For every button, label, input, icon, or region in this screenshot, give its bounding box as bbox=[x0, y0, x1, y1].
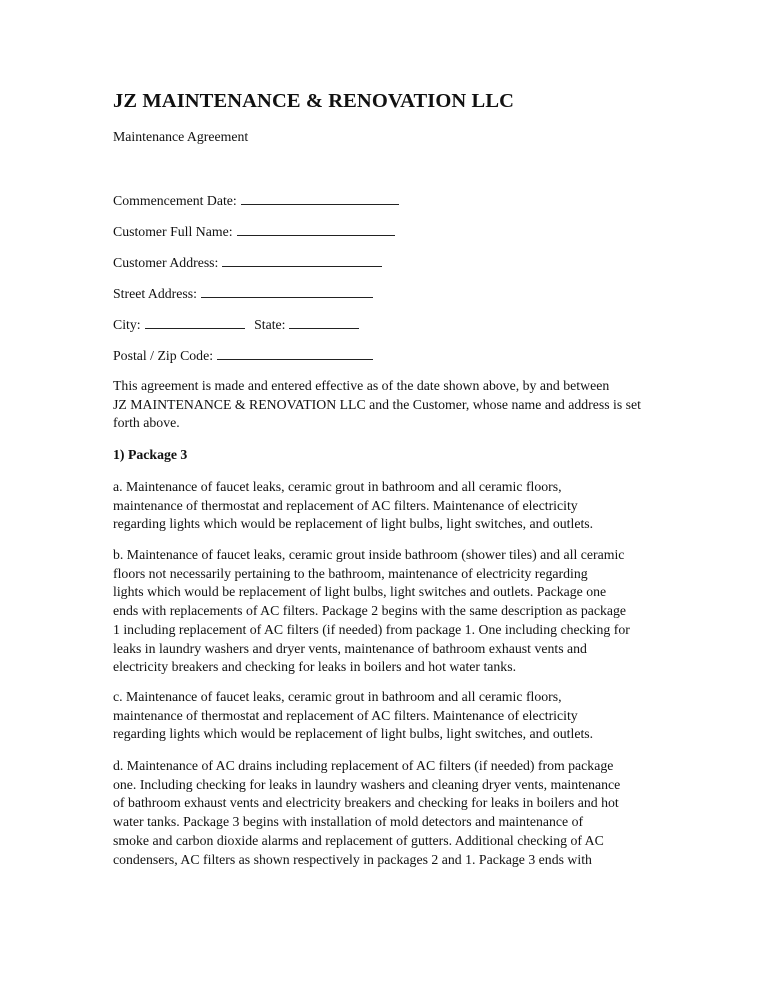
customer-address-label: Customer Address: bbox=[113, 255, 219, 270]
text-line: c. Maintenance of faucet leaks, ceramic grout in bathroom and all ceramic floors, bbox=[113, 689, 562, 704]
text-line: regarding lights which would be replacement of light bulbs, light switches, and outlets. bbox=[113, 726, 594, 742]
text-line: maintenance of thermostat and replacement of AC filters. Maintenance of electricity bbox=[113, 497, 578, 513]
city-state-field bbox=[113, 315, 359, 334]
customer-address-blank[interactable] bbox=[222, 253, 382, 267]
commencement-date-field bbox=[113, 191, 399, 210]
commencement-date-label: Commencement Date: bbox=[113, 193, 237, 208]
text-line: JZ MAINTENANCE & RENOVATION LLC and the Customer, whose name and address is set bbox=[113, 396, 641, 412]
text-line: water tanks. Package 3 begins with installation of mold detectors and maintenance of bbox=[113, 814, 584, 830]
postal-zip-field bbox=[113, 346, 373, 365]
postal-zip-blank[interactable] bbox=[217, 346, 373, 360]
intro-paragraph bbox=[113, 377, 673, 433]
text-line: one. Including checking for leaks in laundry washers and cleaning dryer vents, maintenance bbox=[113, 776, 621, 792]
commencement-date-blank[interactable] bbox=[241, 191, 399, 205]
street-address-field bbox=[113, 284, 373, 303]
text-line: a. Maintenance of faucet leaks, ceramic grout in bathroom and all ceramic floors, bbox=[113, 479, 562, 494]
customer-full-name-field bbox=[113, 222, 395, 241]
state-blank[interactable] bbox=[289, 315, 359, 329]
document-subtitle: Maintenance Agreement bbox=[113, 129, 249, 144]
text-line: This agreement is made and entered effective as of the date shown above, by and between bbox=[113, 378, 610, 393]
text-line: d. Maintenance of AC drains including replacement of AC filters (if needed) from package bbox=[113, 758, 614, 773]
text-line: of bathroom exhaust vents and electricity breakers and checking for leaks in boilers and hot bbox=[113, 795, 619, 811]
state-label: State: bbox=[254, 317, 286, 332]
text-line: regarding lights which would be replacement of light bulbs, light switches, and outlets. bbox=[113, 516, 594, 532]
customer-address-field bbox=[113, 253, 382, 272]
text-line: electricity breakers and checking for leaks in boilers and hot water tanks. bbox=[113, 659, 517, 675]
text-line: floors not necessarily pertaining to the bathroom, maintenance of electricity regarding bbox=[113, 565, 588, 581]
item-b-paragraph bbox=[113, 546, 673, 677]
section-heading: 1) Package 3 bbox=[113, 447, 188, 462]
text-line: maintenance of thermostat and replacement of AC filters. Maintenance of electricity bbox=[113, 707, 578, 723]
item-c-paragraph bbox=[113, 688, 673, 744]
postal-zip-label: Postal / Zip Code: bbox=[113, 348, 214, 363]
company-title: JZ MAINTENANCE & RENOVATION LLC bbox=[113, 90, 514, 112]
item-d-paragraph bbox=[113, 757, 673, 869]
text-line: b. Maintenance of faucet leaks, ceramic grout inside bathroom (shower tiles) and all ceramic bbox=[113, 547, 625, 562]
city-label: City: bbox=[113, 317, 141, 332]
text-line: forth above. bbox=[113, 415, 180, 431]
text-line: 1 including replacement of AC filters (if needed) from package 1. One including checking for bbox=[113, 621, 630, 637]
item-a-paragraph bbox=[113, 478, 673, 534]
customer-full-name-blank[interactable] bbox=[237, 222, 395, 236]
customer-full-name-label: Customer Full Name: bbox=[113, 224, 233, 239]
text-line: condensers, AC filters as shown respectively in packages 2 and 1. Package 3 ends with bbox=[113, 851, 592, 867]
text-line: leaks in laundry washers and dryer vents, maintenance of bathroom exhaust vents and bbox=[113, 640, 587, 656]
city-blank[interactable] bbox=[145, 315, 245, 329]
text-line: ends with replacements of AC filters. Package 2 begins with the same description as package bbox=[113, 603, 627, 619]
text-line: lights which would be replacement of light bulbs, light switches and outlets. Package one bbox=[113, 584, 607, 600]
street-address-blank[interactable] bbox=[201, 284, 373, 298]
street-address-label: Street Address: bbox=[113, 286, 197, 301]
text-line: smoke and carbon dioxide alarms and replacement of gutters. Additional checking of AC bbox=[113, 832, 604, 848]
